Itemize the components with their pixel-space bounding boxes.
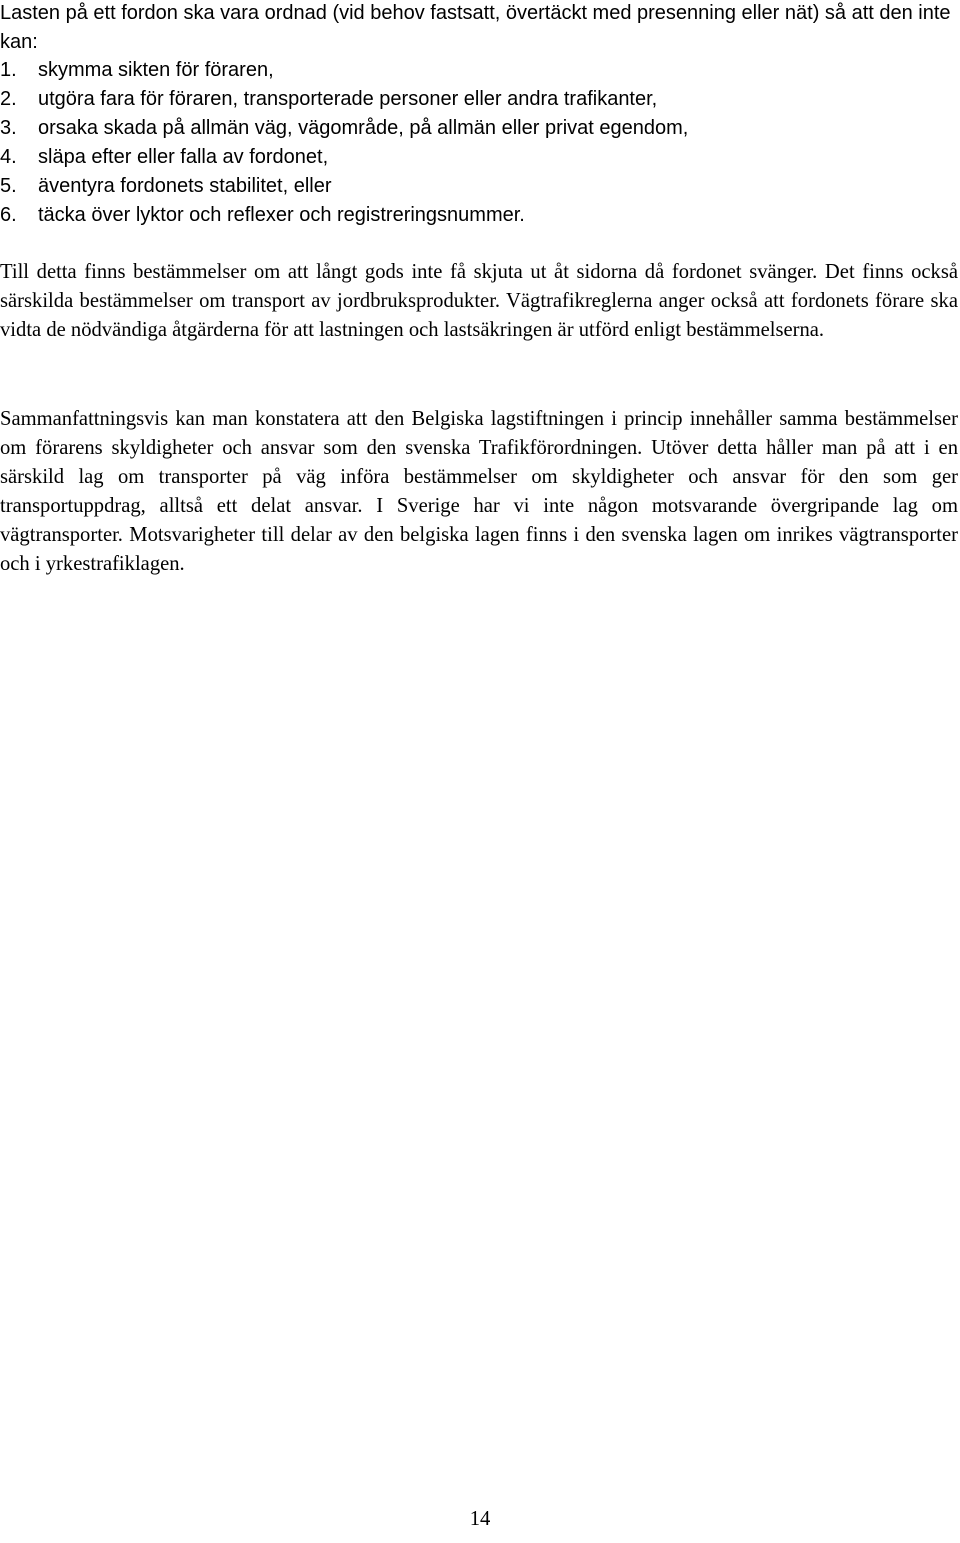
summary-paragraph: Sammanfattningsvis kan man konstatera att den Belgiska lagstiftningen i princip innehåller samma bestämmelser om förarens skyldigheter och ansvar som den svenska Trafikförordningen. Utöver detta håller man på att i en särskild lag om transporter på väg införa bestämmelser om skyldigheter och ansvar för den som ger transportuppdrag, alltså ett delat ansvar. I Sverige har vi inte någon motsvarande övergripande lag om vägtransporter. Motsvarigheter till delar av den belgiska lagen finns i den svenska lagen om inrikes vägtransporter och i yrkestrafiklagen.: [0, 408, 958, 575]
list-item-number: 3.: [0, 117, 17, 139]
body-paragraph: Till detta finns bestämmelser om att långt gods inte få skjuta ut åt sidorna då fordonet svänger. Det finns också särskilda bestämmelser om transport av jordbruksprodukter. Vägtrafikreglerna anger också att fordonets förare ska vidta de nödvändiga åtgärderna för att lastningen och lastsäkringen är utförd enligt bestämmelserna.: [0, 261, 958, 341]
list-item-number: 4.: [0, 146, 17, 168]
list-item-number: 1.: [0, 59, 17, 81]
page-number: 14: [469, 1508, 491, 1530]
list-item: [0, 56, 958, 85]
list-item: [0, 85, 958, 114]
list-item: [0, 114, 958, 143]
list-item: [0, 201, 958, 230]
list-item: [0, 172, 958, 201]
list-item-number: 5.: [0, 175, 17, 197]
list-item-text: äventyra fordonets stabilitet, eller: [38, 175, 332, 197]
criteria-list: [0, 56, 958, 230]
list-item-text: orsaka skada på allmän väg, vägområde, på allmän eller privat egendom,: [38, 117, 689, 139]
list-item-text: släpa efter eller falla av fordonet,: [38, 146, 329, 168]
list-item-text: utgöra fara för föraren, transporterade personer eller andra trafikanter,: [38, 88, 658, 110]
list-item-text: skymma sikten för föraren,: [38, 59, 274, 81]
intro-text: Lasten på ett fordon ska vara ordnad (vid behov fastsatt, övertäckt med presenning eller nät) så att den inte kan:: [0, 2, 951, 53]
list-item-text: täcka över lyktor och reflexer och registreringsnummer.: [38, 204, 525, 226]
list-item-number: 6.: [0, 204, 17, 226]
list-item: [0, 143, 958, 172]
list-item-number: 2.: [0, 88, 17, 110]
